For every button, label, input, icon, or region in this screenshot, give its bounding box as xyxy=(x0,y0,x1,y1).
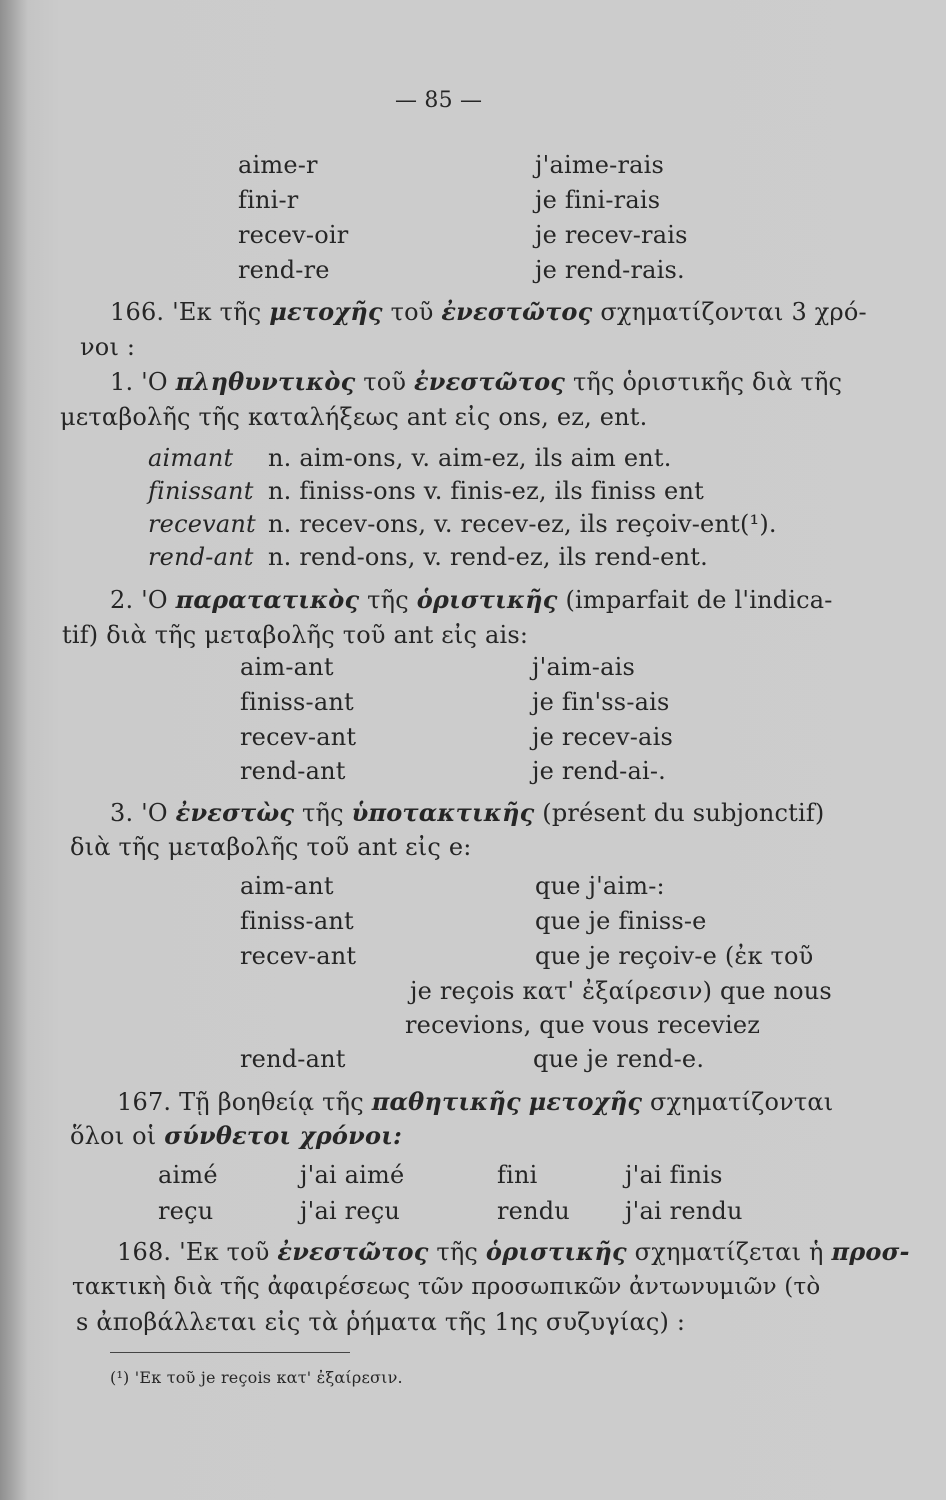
participle-recu: reçu xyxy=(158,1197,214,1225)
point-1-line2: μεταβολῆς τῆς καταλήξεως ant εἰς ons, ez, ent. xyxy=(60,403,648,431)
compound-fini: j'ai finis xyxy=(625,1161,723,1189)
point-2-line2: tif) διὰ τῆς μεταβολῆς τοῦ ant εἰς ais: xyxy=(62,621,529,649)
subjonctif-rendre: que je rend-e. xyxy=(533,1045,705,1073)
section-168-line2: τακτικὴ διὰ τῆς ἀφαιρέσεως τῶν προσωπικῶν ἀντωνυμιῶν (τὸ xyxy=(72,1274,821,1300)
section-168-heading: 168. 'Εκ τοῦ ἐνεστῶτος τῆς ὁριστικῆς σχηματίζεται ἡ προσ- xyxy=(117,1237,910,1266)
imparfait-recevoir: je recev-ais xyxy=(532,723,673,751)
subjonctif-recevoir: que je reçoiv-e (ἐκ τοῦ xyxy=(535,942,814,970)
forms-aimant: n. aim-ons, v. aim-ez, ils aim ent. xyxy=(268,444,672,472)
participle-finissant: finissant xyxy=(148,477,254,505)
imparfait-finir: je fin'ss-ais xyxy=(532,688,670,716)
point-1-line1: 1. 'Ο πληθυντικὸς τοῦ ἐνεστῶτος τῆς ὁριστικῆς διὰ τῆς xyxy=(110,367,843,396)
participle-fini: fini xyxy=(497,1161,538,1189)
point-3-line1: 3. 'Ο ἐνεστὼς τῆς ὑποτακτικῆς (présent du subjonctif) xyxy=(110,798,825,827)
participle-aime: aimé xyxy=(158,1161,218,1189)
page-number: — 85 — xyxy=(395,88,483,113)
footnote: (¹) 'Εκ τοῦ je reçois κατ' ἐξαίρεσιν. xyxy=(110,1368,403,1387)
subjonctif-finir: que je finiss-e xyxy=(535,907,707,935)
conditional-rendre: je rend-rais. xyxy=(535,256,685,284)
imparfait-stem-finir: finiss-ant xyxy=(240,688,354,716)
compound-aime: j'ai aimé xyxy=(300,1161,405,1189)
section-166-heading: 166. 'Εκ τῆς μετοχῆς τοῦ ἐνεστῶτος σχηματίζονται 3 χρό- xyxy=(110,297,867,326)
imparfait-aimer: j'aim-ais xyxy=(532,653,635,681)
conditional-finir: je fini-rais xyxy=(535,186,661,214)
imparfait-stem-aimer: aim-ant xyxy=(240,653,334,681)
imparfait-rendre: je rend-ai-. xyxy=(532,757,667,785)
subjonctif-stem-aimer: aim-ant xyxy=(240,872,334,900)
infinitive-rendre: rend-re xyxy=(238,256,330,284)
participle-recevant: recevant xyxy=(148,510,256,538)
participle-rendant: rend-ant xyxy=(148,543,254,571)
point-3-line2: διὰ τῆς μεταβολῆς τοῦ ant εἰς e: xyxy=(70,833,472,861)
forms-recevant: n. recev-ons, v. recev-ez, ils reçoiv-ent(¹). xyxy=(268,510,777,538)
compound-rendu: j'ai rendu xyxy=(625,1197,743,1225)
infinitive-aimer: aime-r xyxy=(238,151,318,179)
compound-recu: j'ai reçu xyxy=(300,1197,401,1225)
imparfait-stem-recevoir: recev-ant xyxy=(240,723,357,751)
forms-finissant: n. finiss-ons v. finis-ez, ils finiss ent xyxy=(268,477,704,505)
subjonctif-stem-finir: finiss-ant xyxy=(240,907,354,935)
conditional-recevoir: je recev-rais xyxy=(535,221,688,249)
subjonctif-aimer: que j'aim-: xyxy=(535,872,665,900)
conditional-aimer: j'aime-rais xyxy=(535,151,665,179)
infinitive-finir: fini-r xyxy=(238,186,299,214)
point-2-line1: 2. 'Ο παρατατικὸς τῆς ὁριστικῆς (imparfait de l'indica- xyxy=(110,585,833,614)
section-166-cont: νοι : xyxy=(80,333,136,361)
section-167-line2: ὅλοι οἱ σύνθετοι χρόνοι: xyxy=(70,1121,403,1150)
forms-rendant: n. rend-ons, v. rend-ez, ils rend-ent. xyxy=(268,543,708,571)
imparfait-stem-rendre: rend-ant xyxy=(240,757,346,785)
infinitive-recevoir: recev-oir xyxy=(238,221,349,249)
subjonctif-note-line1: je reçois κατ' ἐξαίρεσιν) que nous xyxy=(410,977,832,1005)
section-167-heading: 167. Τῇ βοηθείᾳ τῆς παθητικῆς μετοχῆς σχηματίζονται xyxy=(117,1087,834,1116)
subjonctif-stem-recevoir: recev-ant xyxy=(240,942,357,970)
participle-rendu: rendu xyxy=(497,1197,570,1225)
subjonctif-note-line2: recevions, que vous receviez xyxy=(405,1011,761,1039)
subjonctif-stem-rendre: rend-ant xyxy=(240,1045,346,1073)
footnote-rule xyxy=(110,1352,350,1353)
section-168-line3: s ἀποβάλλεται εἰς τὰ ῥήματα τῆς 1ης συζυγίας) : xyxy=(76,1308,686,1336)
participle-aimant: aimant xyxy=(148,444,234,472)
